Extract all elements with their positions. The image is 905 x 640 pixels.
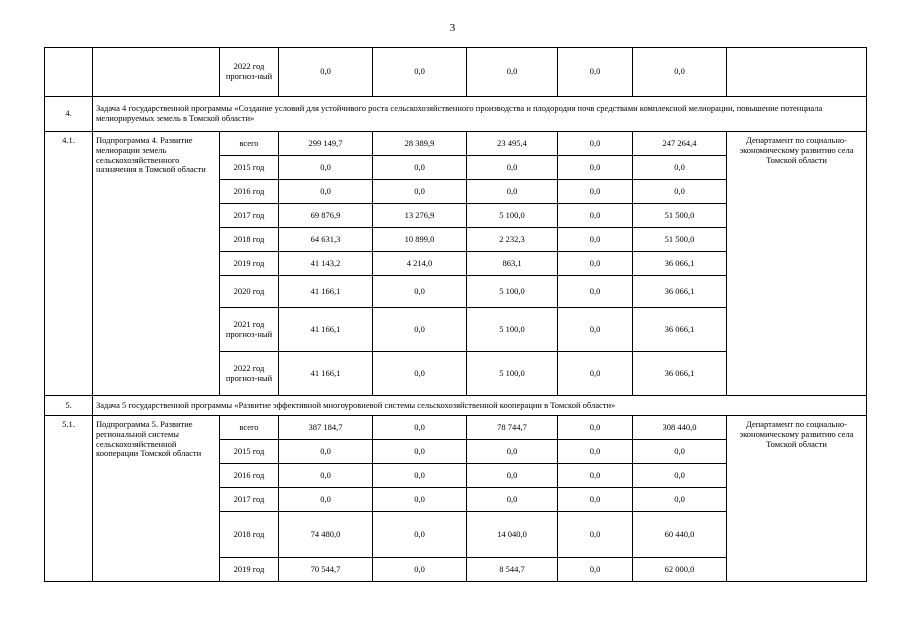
value-cell: 0,0 (373, 276, 467, 308)
subprogram-name: Подпрограмма 4. Развитие мелиорации земель сельскохозяйственного назначения в Томской области (93, 132, 220, 396)
subprogram-number: 4.1. (45, 132, 93, 396)
value-cell: 28 389,9 (373, 132, 467, 156)
value-cell: 0,0 (558, 252, 633, 276)
value-cell: 0,0 (467, 180, 558, 204)
value-cell: 0,0 (558, 48, 633, 97)
value-cell: 0,0 (633, 180, 727, 204)
empty-cell (93, 48, 220, 97)
value-cell: 0,0 (558, 416, 633, 440)
year-cell: 2019 год (220, 558, 279, 582)
value-cell: 0,0 (558, 440, 633, 464)
subprogram-name: Подпрограмма 5. Развитие региональной системы сельскохозяйственной кооперации Томской области (93, 416, 220, 582)
value-cell: 14 040,0 (467, 512, 558, 558)
year-cell: 2016 год (220, 180, 279, 204)
value-cell: 5 100,0 (467, 308, 558, 352)
task-row (45, 97, 867, 132)
value-cell: 247 264,4 (633, 132, 727, 156)
year-cell: 2022 год прогноз-ный (220, 352, 279, 396)
value-cell: 0,0 (373, 464, 467, 488)
value-cell: 0,0 (373, 440, 467, 464)
value-cell: 0,0 (558, 132, 633, 156)
year-cell: 2015 год (220, 440, 279, 464)
value-cell: 5 100,0 (467, 204, 558, 228)
value-cell: 0,0 (373, 352, 467, 396)
value-cell: 863,1 (467, 252, 558, 276)
table-row (45, 48, 867, 97)
value-cell: 0,0 (558, 512, 633, 558)
value-cell: 36 066,1 (633, 252, 727, 276)
task-text: Задача 5 государственной программы «Развитие эффективной многоуровневой системы сельскохозяйственной кооперации в Томской области» (93, 396, 867, 416)
value-cell: 0,0 (467, 488, 558, 512)
value-cell: 0,0 (373, 416, 467, 440)
value-cell: 299 149,7 (279, 132, 373, 156)
value-cell: 0,0 (467, 464, 558, 488)
value-cell: 0,0 (373, 48, 467, 97)
value-cell: 0,0 (558, 276, 633, 308)
year-cell: всего (220, 132, 279, 156)
value-cell: 0,0 (373, 156, 467, 180)
task-number: 4. (45, 97, 93, 132)
value-cell: 0,0 (558, 308, 633, 352)
value-cell: 41 166,1 (279, 308, 373, 352)
value-cell: 23 495,4 (467, 132, 558, 156)
value-cell: 0,0 (558, 204, 633, 228)
value-cell: 60 440,0 (633, 512, 727, 558)
value-cell: 36 066,1 (633, 308, 727, 352)
year-cell: всего (220, 416, 279, 440)
value-cell: 4 214,0 (373, 252, 467, 276)
value-cell: 74 480,0 (279, 512, 373, 558)
value-cell: 13 276,9 (373, 204, 467, 228)
value-cell: 0,0 (373, 488, 467, 512)
value-cell: 0,0 (558, 156, 633, 180)
value-cell: 0,0 (467, 48, 558, 97)
value-cell: 70 544,7 (279, 558, 373, 582)
value-cell: 0,0 (633, 488, 727, 512)
value-cell: 64 631,3 (279, 228, 373, 252)
value-cell: 10 899,0 (373, 228, 467, 252)
subprogram-number: 5.1. (45, 416, 93, 582)
value-cell: 0,0 (558, 464, 633, 488)
value-cell: 0,0 (633, 156, 727, 180)
value-cell: 0,0 (279, 180, 373, 204)
value-cell: 0,0 (558, 228, 633, 252)
task-number: 5. (45, 396, 93, 416)
value-cell: 0,0 (558, 488, 633, 512)
empty-cell (45, 48, 93, 97)
value-cell: 8 544,7 (467, 558, 558, 582)
department-cell: Департамент по социально-экономическому развитию села Томской области (727, 416, 867, 582)
year-cell: 2016 год (220, 464, 279, 488)
page-number: 3 (449, 22, 456, 34)
value-cell: 0,0 (373, 512, 467, 558)
value-cell: 51 500,0 (633, 228, 727, 252)
year-cell: 2021 год прогноз-ный (220, 308, 279, 352)
value-cell: 5 100,0 (467, 352, 558, 396)
value-cell: 0,0 (633, 48, 727, 97)
value-cell: 0,0 (279, 48, 373, 97)
value-cell: 2 232,3 (467, 228, 558, 252)
budget-table (44, 47, 867, 582)
value-cell: 387 184,7 (279, 416, 373, 440)
value-cell: 0,0 (558, 180, 633, 204)
year-cell: 2017 год (220, 488, 279, 512)
value-cell: 78 744,7 (467, 416, 558, 440)
value-cell: 0,0 (633, 440, 727, 464)
year-cell: 2020 год (220, 276, 279, 308)
value-cell: 0,0 (373, 180, 467, 204)
value-cell: 0,0 (633, 464, 727, 488)
value-cell: 41 166,1 (279, 352, 373, 396)
table-row (45, 132, 867, 156)
value-cell: 69 876,9 (279, 204, 373, 228)
value-cell: 51 500,0 (633, 204, 727, 228)
value-cell: 5 100,0 (467, 276, 558, 308)
value-cell: 62 000,0 (633, 558, 727, 582)
value-cell: 36 066,1 (633, 352, 727, 396)
value-cell: 41 143,2 (279, 252, 373, 276)
department-cell: Департамент по социально-экономическому развитию села Томской области (727, 132, 867, 396)
value-cell: 0,0 (467, 440, 558, 464)
empty-cell (727, 48, 867, 97)
task-text: Задача 4 государственной программы «Создание условий для устойчивого роста сельскохозяйственного производства и плодородия почв средствами комплексной мелиорации, повышение потенциала мелиорируемых земель в Томской области» (93, 97, 867, 132)
value-cell: 0,0 (279, 156, 373, 180)
year-cell: 2018 год (220, 512, 279, 558)
value-cell: 0,0 (558, 352, 633, 396)
value-cell: 0,0 (373, 558, 467, 582)
year-cell: 2017 год (220, 204, 279, 228)
value-cell: 308 440,0 (633, 416, 727, 440)
year-cell: 2019 год (220, 252, 279, 276)
value-cell: 41 166,1 (279, 276, 373, 308)
value-cell: 0,0 (373, 308, 467, 352)
value-cell: 0,0 (279, 464, 373, 488)
year-cell: 2015 год (220, 156, 279, 180)
year-cell: 2018 год (220, 228, 279, 252)
value-cell: 0,0 (558, 558, 633, 582)
value-cell: 0,0 (279, 440, 373, 464)
value-cell: 0,0 (279, 488, 373, 512)
table-row (45, 416, 867, 440)
task-row (45, 396, 867, 416)
year-cell: 2022 год прогноз-ный (220, 48, 279, 97)
value-cell: 0,0 (467, 156, 558, 180)
value-cell: 36 066,1 (633, 276, 727, 308)
